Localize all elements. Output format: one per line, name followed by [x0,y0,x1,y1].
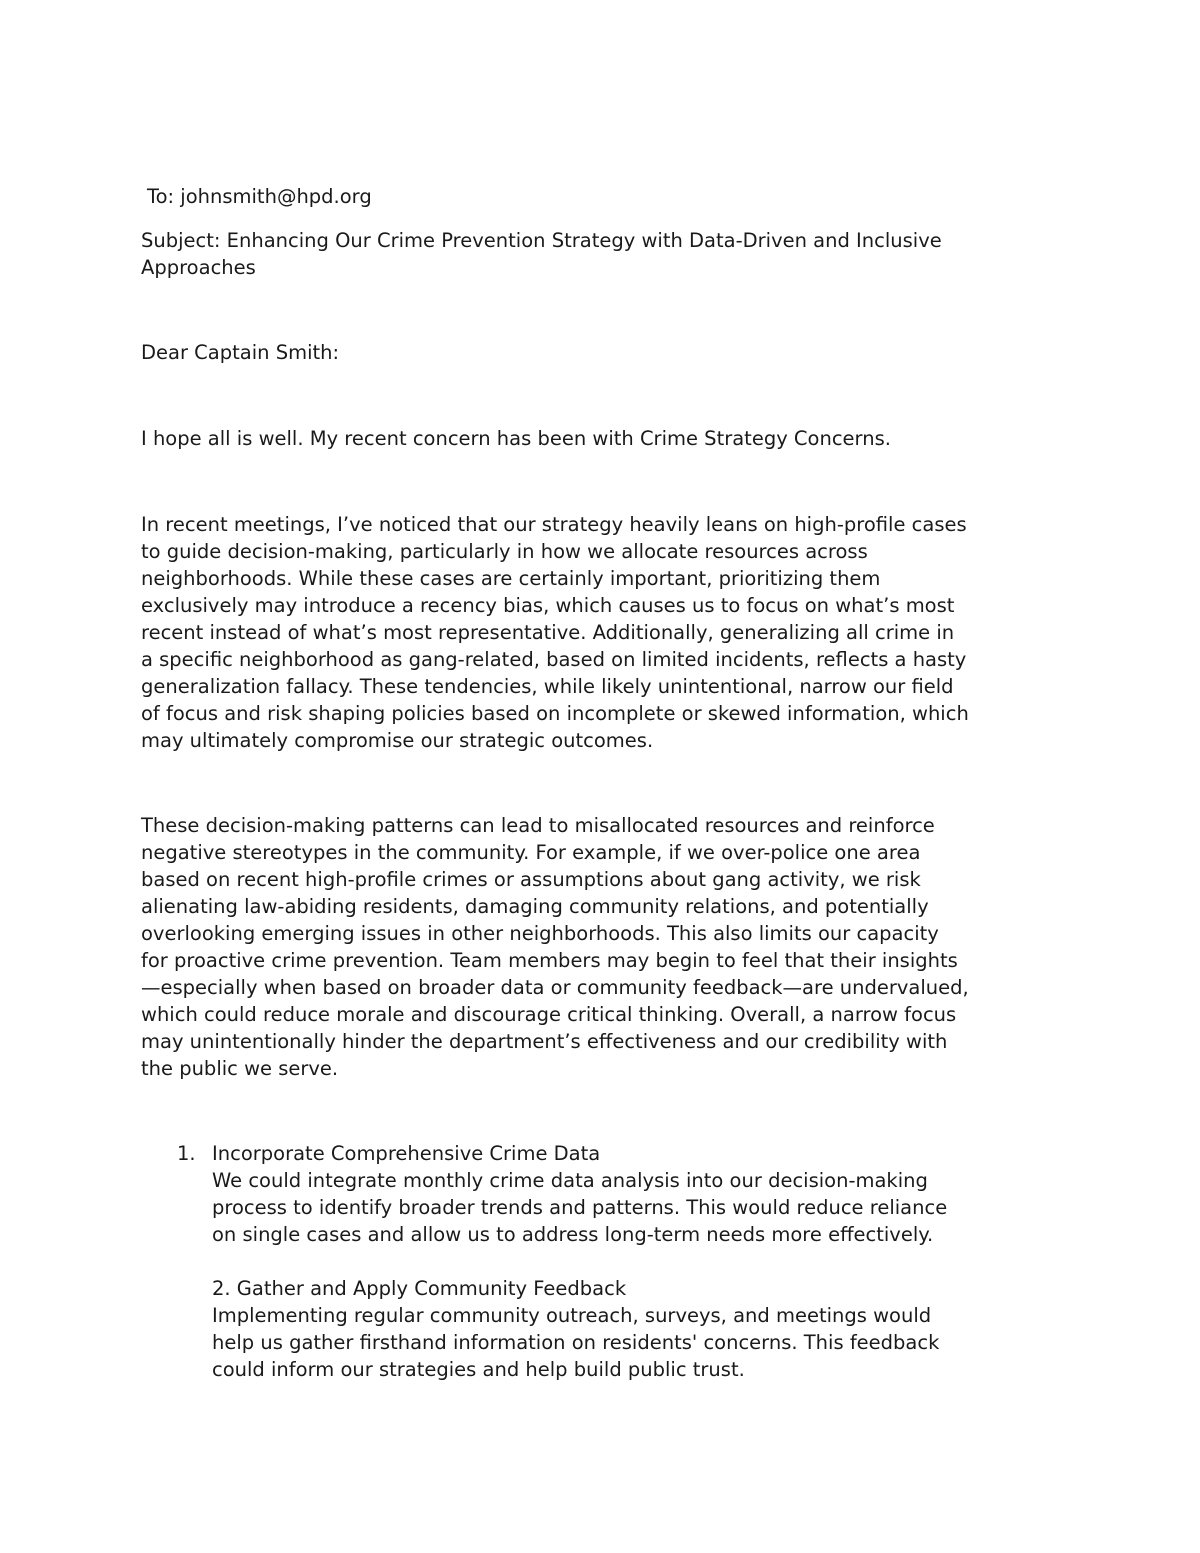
paragraph-2-line: which could reduce morale and discourage critical thinking. Overall, a narrow focus [141,1003,957,1026]
paragraph-1-line: may ultimately compromise our strategic outcomes. [141,729,654,752]
paragraph-1 [141,511,1066,754]
recommendation-2-line: help us gather firsthand information on residents' concerns. This feedback [212,1331,940,1354]
recommendation-2-title: 2. Gather and Apply Community Feedback [212,1277,627,1300]
paragraph-1-line: exclusively may introduce a recency bias, which causes us to focus on what’s most [141,594,955,617]
recommendation-2-line: Implementing regular community outreach, surveys, and meetings would [212,1304,932,1327]
to-line [141,183,1066,210]
intro-text: I hope all is well. My recent concern has been with Crime Strategy Concerns. [141,427,891,450]
greeting [141,339,1066,366]
recommendation-1-line: We could integrate monthly crime data analysis into our decision-making [212,1169,928,1192]
paragraph-1-line: In recent meetings, I’ve noticed that our strategy heavily leans on high-profile cases [141,513,967,536]
subject-line [141,227,1066,281]
recommendation-2 [141,1275,1066,1383]
paragraph-2-line: overlooking emerging issues in other neighborhoods. This also limits our capacity [141,922,939,945]
greeting-text: Dear Captain Smith: [141,341,340,364]
recommendation-1-number: 1. [177,1142,196,1165]
paragraph-1-line: a specific neighborhood as gang-related, based on limited incidents, reflects a hasty [141,648,967,671]
paragraph-2 [141,812,1066,1082]
intro-paragraph [141,425,1066,452]
paragraph-1-line: neighborhoods. While these cases are certainly important, prioritizing them [141,567,881,590]
paragraph-1-line: recent instead of what’s most representative. Additionally, generalizing all crime in [141,621,955,644]
recommendation-1 [141,1140,1066,1248]
recommendation-1-line: on single cases and allow us to address long-term needs more effectively. [212,1223,934,1246]
paragraph-2-line: based on recent high-profile crimes or assumptions about gang activity, we risk [141,868,921,891]
paragraph-2-line: negative stereotypes in the community. For example, if we over-police one area [141,841,921,864]
paragraph-2-line: —especially when based on broader data or community feedback—are undervalued, [141,976,969,999]
recommendation-2-line: could inform our strategies and help build public trust. [212,1358,745,1381]
subject-text-1: Subject: Enhancing Our Crime Prevention Strategy with Data-Driven and Inclusive [141,229,942,252]
to-text: To: johnsmith@hpd.org [147,185,372,208]
paragraph-2-line: for proactive crime prevention. Team members may begin to feel that their insights [141,949,958,972]
paragraph-2-line: the public we serve. [141,1057,339,1080]
paragraph-2-line: alienating law-abiding residents, damaging community relations, and potentially [141,895,929,918]
recommendation-1-line: process to identify broader trends and patterns. This would reduce reliance [212,1196,948,1219]
paragraph-1-line: to guide decision-making, particularly in how we allocate resources across [141,540,868,563]
paragraph-2-line: may unintentionally hinder the department’s effectiveness and our credibility with [141,1030,948,1053]
document-page [141,183,1066,1383]
paragraph-1-line: of focus and risk shaping policies based on incomplete or skewed information, which [141,702,969,725]
paragraph-1-line: generalization fallacy. These tendencies, while likely unintentional, narrow our field [141,675,954,698]
subject-text-2: Approaches [141,256,256,279]
paragraph-2-line: These decision-making patterns can lead to misallocated resources and reinforce [141,814,935,837]
recommendation-1-title: Incorporate Comprehensive Crime Data [212,1142,601,1165]
